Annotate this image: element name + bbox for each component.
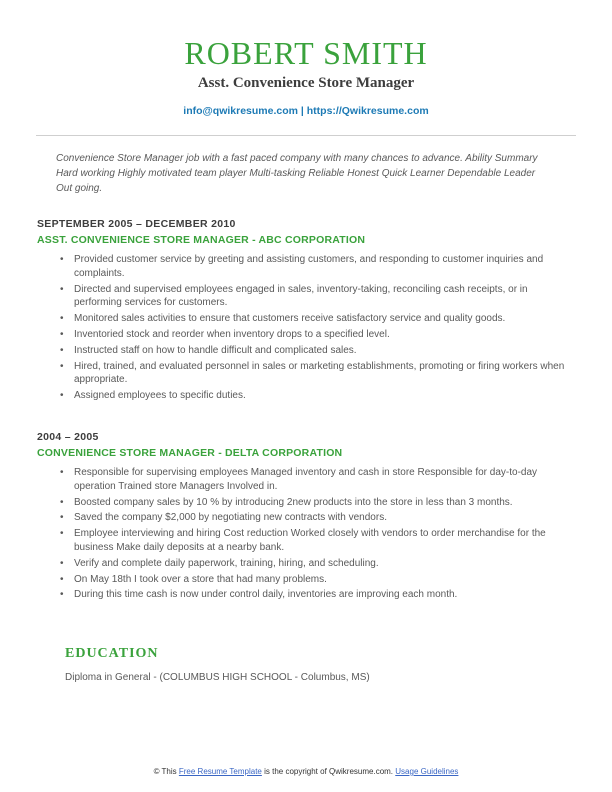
education-section	[65, 646, 570, 683]
footer-link-usage-guidelines[interactable]: Usage Guidelines	[395, 767, 459, 776]
job-entry-abc-corporation	[37, 218, 570, 403]
bullet-item: • Employee interviewing and hiring Cost reduction Worked closely with vendors to order merchandise for the business Make daily deposits at a nearby bank.	[60, 527, 570, 555]
resume-header	[0, 0, 612, 119]
candidate-job-title: Asst. Convenience Store Manager	[197, 75, 415, 91]
job-heading: ASST. CONVENIENCE STORE MANAGER - ABC CORPORATION	[37, 234, 366, 246]
bullet-item: • Saved the company $2,000 by negotiating new contracts with vendors.	[60, 511, 570, 525]
bullet-item: • Instructed staff on how to handle difficult and complicated sales.	[60, 344, 570, 358]
bullet-item: • Verify and complete daily paperwork, training, hiring, and scheduling.	[60, 557, 570, 571]
footer-text: is the copyright of Qwikresume.com.	[261, 767, 396, 776]
footer-link-free-resume-template[interactable]: Free Resume Template	[178, 767, 262, 776]
footer-text: © This	[153, 767, 179, 776]
job-bullet-list	[37, 466, 570, 602]
job-dates: 2004 – 2005	[37, 430, 99, 443]
header-divider	[36, 135, 576, 136]
bullet-item: • Assigned employees to specific duties.	[60, 389, 570, 403]
job-bullet-list	[37, 253, 570, 403]
education-item: Diploma in General - (COLUMBUS HIGH SCHOOL - Columbus, MS)	[65, 672, 370, 684]
bullet-item: • Monitored sales activities to ensure that customers receive satisfactory service and quality goods.	[60, 312, 570, 326]
bullet-item: • On May 18th I took over a store that had many problems.	[60, 573, 570, 587]
experience-section	[37, 218, 570, 602]
bullet-item: • During this time cash is now under control daily, inventories are improving each month.	[60, 588, 570, 602]
bullet-item: • Provided customer service by greeting and assisting customers, and responding to customer inquiries and complaints.	[60, 253, 570, 281]
summary-text: Convenience Store Manager job with a fast paced company with many chances to advance. Ability Summary Hard working Highly motivated team player Multi-tasking Reliable Honest Quick Learner Dependable Leader Out going.	[56, 153, 538, 194]
job-dates: SEPTEMBER 2005 – DECEMBER 2010	[37, 218, 236, 230]
job-entry-delta-corporation	[37, 431, 570, 602]
candidate-name: ROBERT SMITH	[184, 35, 428, 71]
bullet-item: • Inventoried stock and reorder when inventory drops to a specified level.	[60, 328, 570, 342]
contact-links[interactable]: info@qwikresume.com | https://Qwikresume.com	[183, 105, 429, 117]
bullet-item: • Hired, trained, and evaluated personnel in sales or marketing establishments, promoting or firing workers when appropriate.	[60, 360, 570, 388]
education-heading: EDUCATION	[65, 646, 159, 662]
job-heading: CONVENIENCE STORE MANAGER - DELTA CORPORATION	[37, 446, 343, 459]
footer	[0, 767, 612, 776]
bullet-item: • Directed and supervised employees engaged in sales, inventory-taking, reconciling cash receipts, or in performing services for customers.	[60, 283, 570, 311]
bullet-item: • Boosted company sales by 10 % by introducing 2new products into the store in less than 3 months.	[60, 496, 570, 510]
bullet-item: • Responsible for supervising employees Managed inventory and cash in store Responsible for day-to-day operation Trained store Managers Involved in.	[60, 466, 570, 494]
